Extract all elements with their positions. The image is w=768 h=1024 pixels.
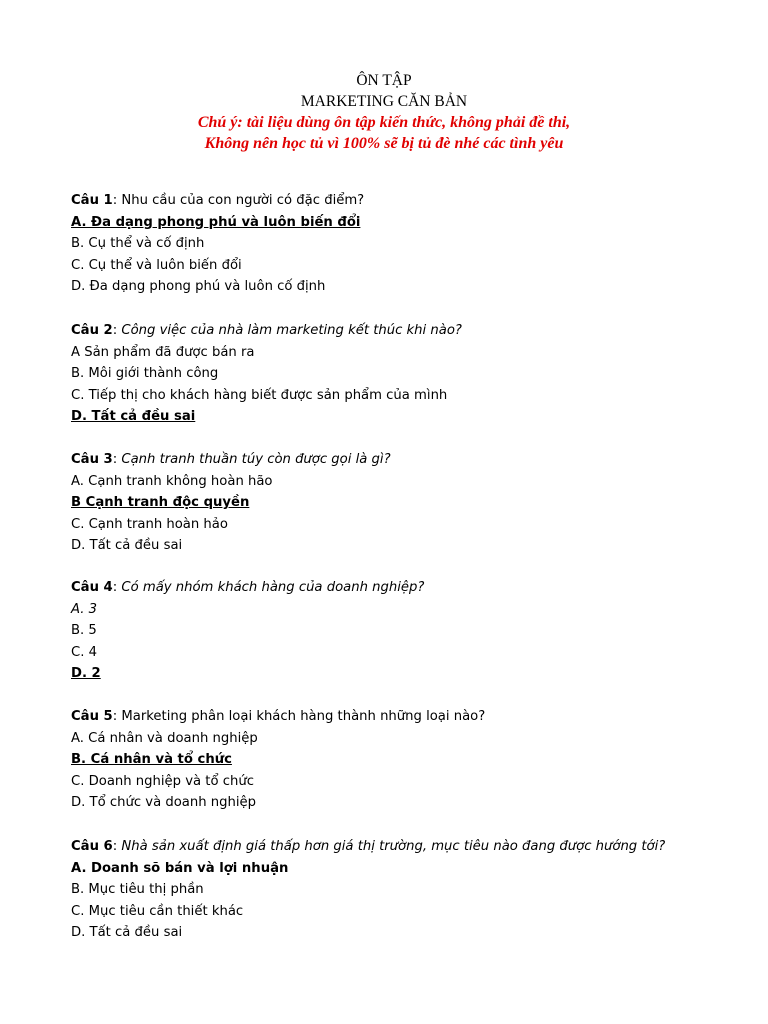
question-text: : Nhu cầu của con người có đặc điểm? (112, 193, 365, 208)
answer-option: D. Tất cả đều sai (71, 538, 183, 554)
question-label: Câu 5 (71, 709, 113, 724)
question-text: Cạnh tranh thuần túy còn được gọi là gì? (121, 452, 391, 467)
warning-note-line-1: Chú ý: tài liệu dùng ôn tập kiến thức, không phải đề thi, (197, 114, 571, 131)
answer-option-correct: D. 2 (71, 666, 101, 682)
question-label: Câu 3 (71, 452, 113, 467)
question-line (71, 836, 761, 858)
question-line (71, 320, 761, 342)
answer-option: C. Tiếp thị cho khách hàng biết được sản phẩm của mình (71, 387, 448, 403)
answer-option: C. Doanh nghiệp và tổ chức (71, 773, 254, 789)
answer-option: B. Cụ thể và cố định (71, 236, 205, 252)
question-block-2 (71, 320, 761, 428)
answer-option: A Sản phẩm đã được bán ra (71, 344, 255, 360)
question-block-4 (71, 577, 761, 685)
answer-option: D. Đa dạng phong phú và luôn cố định (71, 279, 326, 295)
question-label: Câu 2 (71, 323, 113, 338)
answer-option-correct: A. Đa dạng phong phú và luôn biến đổi (71, 214, 361, 230)
question-line (71, 449, 761, 471)
question-line (71, 706, 761, 728)
question-label: Câu 6 (71, 839, 113, 854)
question-label: Câu 4 (71, 580, 113, 595)
answer-option-correct: B. Cá nhân và tổ chức (71, 752, 232, 768)
document-title: ÔN TẬP (356, 72, 412, 89)
question-text: Nhà sản xuất định giá thấp hơn giá thị trường, mục tiêu nào đang được hướng tới? (121, 839, 666, 854)
document-subtitle: MARKETING CĂN BẢN (300, 93, 468, 110)
answer-option: C. 4 (71, 644, 97, 660)
question-text-prefix: : (112, 323, 122, 338)
answer-option-correct: B Cạnh tranh độc quyền (71, 495, 250, 511)
answer-option: B. Mục tiêu thị phần (71, 882, 204, 898)
question-text: : Marketing phân loại khách hàng thành những loại nào? (112, 709, 486, 724)
question-line (71, 577, 761, 599)
answer-option: A. Cạnh tranh không hoàn hão (71, 473, 273, 489)
answer-option: D. Tất cả đều sai (71, 925, 183, 941)
answer-option: D. Tổ chức và doanh nghiệp (71, 795, 257, 811)
question-text-prefix: : (112, 839, 122, 854)
question-block-1 (71, 190, 761, 298)
question-text-prefix: : (112, 452, 122, 467)
question-text: Có mấy nhóm khách hàng của doanh nghiệp? (121, 580, 425, 595)
answer-option: A. 3 (71, 601, 98, 617)
question-line (71, 190, 761, 212)
answer-option: B. Môi giới thành công (71, 366, 219, 382)
question-block-3 (71, 449, 761, 557)
answer-option: C. Cụ thể và luôn biến đổi (71, 257, 242, 273)
answer-option-correct: D. Tất cả đều sai (71, 409, 196, 425)
question-text-prefix: : (112, 580, 122, 595)
question-block-6 (71, 836, 761, 944)
answer-option: C. Mục tiêu cần thiết khác (71, 903, 244, 919)
document-header (0, 70, 768, 154)
question-block-5 (71, 706, 761, 814)
question-text: Công việc của nhà làm marketing kết thúc khi nào? (121, 323, 462, 338)
answer-option-correct: A. Doanh sõ bán và lợi nhuận (71, 860, 289, 876)
question-label: Câu 1 (71, 193, 113, 208)
answer-option: B. 5 (71, 623, 97, 639)
answer-option: A. Cá nhân và doanh nghiệp (71, 730, 258, 746)
answer-option: C. Cạnh tranh hoàn hảo (71, 516, 228, 532)
warning-note-line-2: Không nên học tủ vì 100% sẽ bị tủ đè nhé các tình yêu (204, 135, 564, 152)
